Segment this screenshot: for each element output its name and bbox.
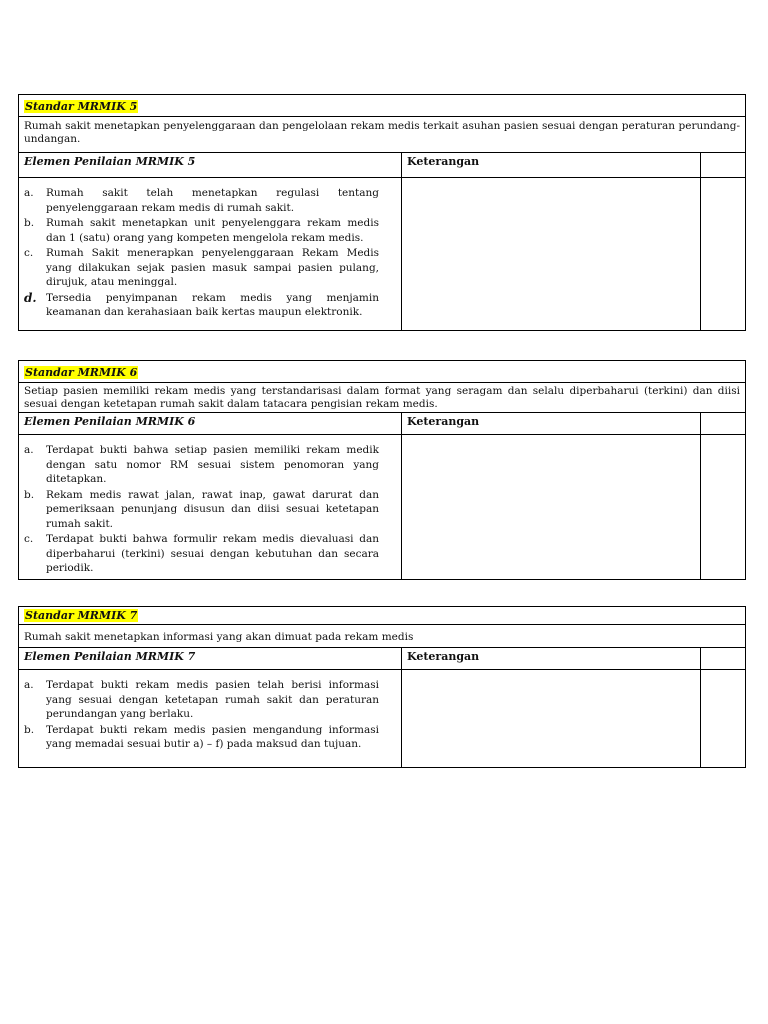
standard-description: Rumah sakit menetapkan penyelenggaraan dan pengelolaan rekam medis terkait asuhan pasien sesuai dengan peraturan perundang-undangan.	[24, 120, 740, 145]
standard-title-row	[19, 361, 745, 383]
item-label: c.	[24, 533, 34, 545]
item-text: Rumah Sakit menerapkan penyelenggaraan Rekam Medis yang dilakukan sejak pasien masuk sampai pasien pulang, dirujuk, atau meninggal.	[46, 247, 379, 288]
standard-description: Rumah sakit menetapkan informasi yang akan dimuat pada rekam medis	[24, 631, 414, 643]
standard-title: Standar MRMIK 6	[25, 366, 138, 379]
item-text: Tersedia penyimpanan rekam medis yang menjamin keamanan dan kerahasiaan baik kertas maupun elektronik.	[46, 291, 379, 318]
item-text: Terdapat bukti rekam medis pasien telah berisi informasi yang sesuai dengan ketetapan rumah sakit dan peraturan perundangan yang berlaku.	[46, 679, 379, 720]
empty-cell	[701, 435, 745, 579]
keterangan-cell	[402, 670, 701, 767]
list-item	[24, 488, 379, 532]
empty-header-cell	[701, 413, 745, 434]
standard-mrmik-7	[18, 606, 746, 768]
list-item	[24, 678, 379, 722]
standard-description-row	[19, 383, 745, 413]
empty-header-cell	[701, 648, 745, 669]
list-item	[24, 532, 379, 576]
keterangan-header: Keterangan	[407, 155, 480, 168]
table-header-row	[19, 648, 745, 670]
table-header-row	[19, 153, 745, 178]
list-item	[24, 216, 379, 245]
standard-mrmik-5	[18, 94, 746, 331]
standard-description-row	[19, 117, 745, 153]
standard-title-row	[19, 607, 745, 625]
item-text: Terdapat bukti rekam medis pasien mengandung informasi yang memadai sesuai butir a) – f) pada maksud dan tujuan.	[46, 723, 379, 750]
standard-mrmik-6	[18, 360, 746, 580]
item-label: b.	[24, 217, 35, 229]
element-list	[19, 435, 401, 576]
item-text: Terdapat bukti bahwa setiap pasien memiliki rekam medik dengan satu nomor RM sesuai sistem penomoran yang ditetapkan.	[46, 444, 379, 485]
element-header: Elemen Penilaian MRMIK 6	[24, 415, 196, 428]
table-header-row	[19, 413, 745, 435]
item-label: c.	[24, 247, 34, 259]
element-list	[19, 178, 401, 320]
list-item	[24, 186, 379, 215]
standard-title-row	[19, 95, 745, 117]
element-list	[19, 670, 401, 752]
item-label: b.	[24, 488, 35, 501]
keterangan-cell	[402, 178, 701, 330]
item-label: b.	[24, 723, 35, 736]
empty-cell	[701, 178, 745, 330]
list-item	[24, 723, 379, 752]
standard-title: Standar MRMIK 7	[25, 609, 138, 622]
item-text: Rumah sakit telah menetapkan regulasi tentang penyelenggaraan rekam medis di rumah sakit.	[46, 187, 379, 214]
element-header: Elemen Penilaian MRMIK 5	[24, 155, 196, 168]
keterangan-header: Keterangan	[407, 415, 480, 428]
item-text: Rumah sakit menetapkan unit penyelenggara rekam medis dan 1 (satu) orang yang kompeten mengelola rekam medis.	[46, 217, 379, 244]
table-body-row	[19, 435, 745, 579]
list-item	[24, 246, 379, 290]
item-label: a.	[24, 187, 34, 199]
list-item	[24, 291, 379, 320]
item-text: Terdapat bukti bahwa formulir rekam medis dievaluasi dan diperbaharui (terkini) sesuai dengan kebutuhan dan secara periodik.	[46, 533, 379, 574]
empty-header-cell	[701, 153, 745, 177]
item-label: a.	[24, 444, 34, 456]
list-item	[24, 443, 379, 487]
item-text: Rekam medis rawat jalan, rawat inap, gawat darurat dan pemeriksaan penunjang disusun dan diisi sesuai ketetapan rumah sakit.	[46, 488, 379, 530]
item-label: a.	[24, 679, 34, 691]
table-body-row	[19, 670, 745, 767]
standard-title: Standar MRMIK 5	[25, 100, 138, 113]
item-label: d.	[24, 290, 37, 305]
element-header: Elemen Penilaian MRMIK 7	[24, 650, 196, 663]
standard-description-row	[19, 625, 745, 648]
keterangan-header: Keterangan	[407, 650, 480, 663]
standard-description: Setiap pasien memiliki rekam medis yang terstandarisasi dalam format yang seragam dan selalu diperbaharui (terkini) dan diisi sesuai dengan ketetapan rumah sakit dalam tatacara pengisian rekam medis.	[24, 385, 740, 410]
keterangan-cell	[402, 435, 701, 579]
table-body-row	[19, 178, 745, 330]
empty-cell	[701, 670, 745, 767]
